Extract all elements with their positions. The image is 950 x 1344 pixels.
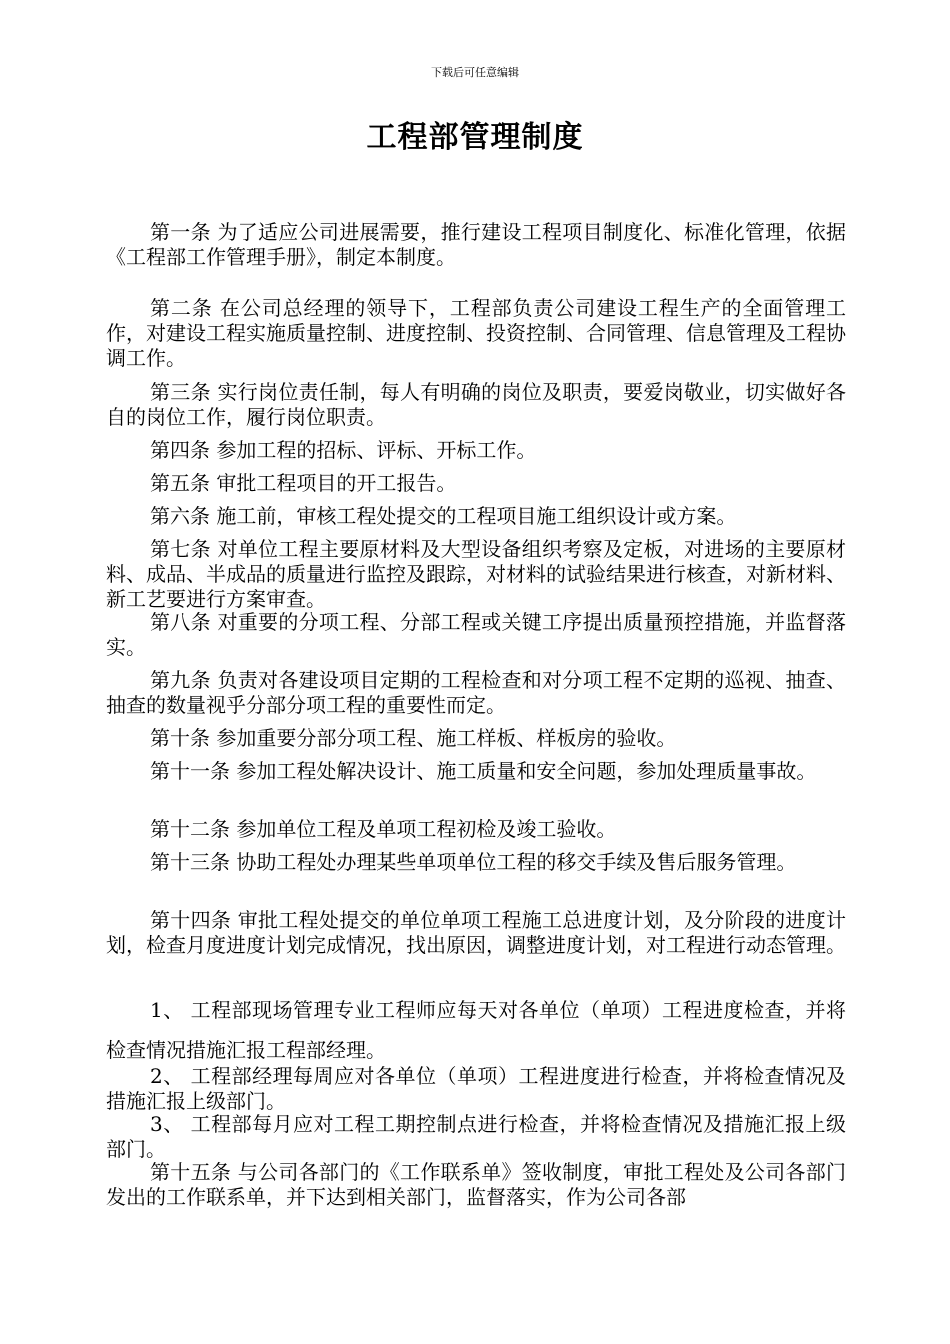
document-title: 工程部管理制度 bbox=[366, 120, 584, 155]
article-8: 第八条 对重要的分项工程、分部工程或关键工序提出质量预控措施，并监督落实。 bbox=[106, 610, 846, 659]
article-4: 第四条 参加工程的招标、评标、开标工作。 bbox=[150, 438, 537, 462]
article-3: 第三条 实行岗位责任制，每人有明确的岗位及职责，要爱岗敬业，切实做好各自的岗位工作，履行岗位职责。 bbox=[106, 380, 846, 429]
subitem-1: 1、 工程部现场管理专业工程师应每天对各单位（单项）工程进度检查，并将检查情况措施汇报工程部经理。 bbox=[106, 998, 846, 1062]
article-6: 第六条 施工前，审核工程处提交的工程项目施工组织设计或方案。 bbox=[150, 504, 737, 528]
page-header-note: 下载后可任意编辑 bbox=[431, 66, 519, 79]
article-2: 第二条 在公司总经理的领导下，工程部负责公司建设工程生产的全面管理工作，对建设工程实施质量控制、进度控制、投资控制、合同管理、信息管理及工程协调工作。 bbox=[106, 296, 846, 370]
article-9: 第九条 负责对各建设项目定期的工程检查和对分项工程不定期的巡视、抽查、抽查的数量视乎分部分项工程的重要性而定。 bbox=[106, 668, 846, 717]
article-7: 第七条 对单位工程主要原材料及大型设备组织考察及定板，对进场的主要原材料、成品、半成品的质量进行监控及跟踪，对材料的试验结果进行核查，对新材料、新工艺要进行方案审查。 bbox=[106, 537, 846, 611]
article-13: 第十三条 协助工程处办理某些单项单位工程的移交手续及售后服务管理。 bbox=[150, 850, 797, 874]
article-11: 第十一条 参加工程处解决设计、施工质量和安全问题，参加处理质量事故。 bbox=[150, 759, 817, 783]
article-5: 第五条 审批工程项目的开工报告。 bbox=[150, 471, 457, 495]
subitem-2: 2、 工程部经理每周应对各单位（单项）工程进度进行检查，并将检查情况及措施汇报上级部门。 bbox=[106, 1064, 846, 1113]
article-15: 第十五条 与公司各部门的《工作联系单》签收制度，审批工程处及公司各部门发出的工作联系单，并下达到相关部门，监督落实，作为公司各部 bbox=[106, 1160, 846, 1209]
article-14: 第十四条 审批工程处提交的单位单项工程施工总进度计划，及分阶段的进度计划，检查月度进度计划完成情况，找出原因，调整进度计划，对工程进行动态管理。 bbox=[106, 908, 846, 957]
article-12: 第十二条 参加单位工程及单项工程初检及竣工验收。 bbox=[150, 817, 617, 841]
article-1: 第一条 为了适应公司进展需要，推行建设工程项目制度化、标准化管理，依据《工程部工作管理手册》，制定本制度。 bbox=[106, 220, 846, 269]
subitem-3: 3、 工程部每月应对工程工期控制点进行检查，并将检查情况及措施汇报上级部门。 bbox=[106, 1112, 846, 1161]
article-10: 第十条 参加重要分部分项工程、施工样板、样板房的验收。 bbox=[150, 726, 677, 750]
